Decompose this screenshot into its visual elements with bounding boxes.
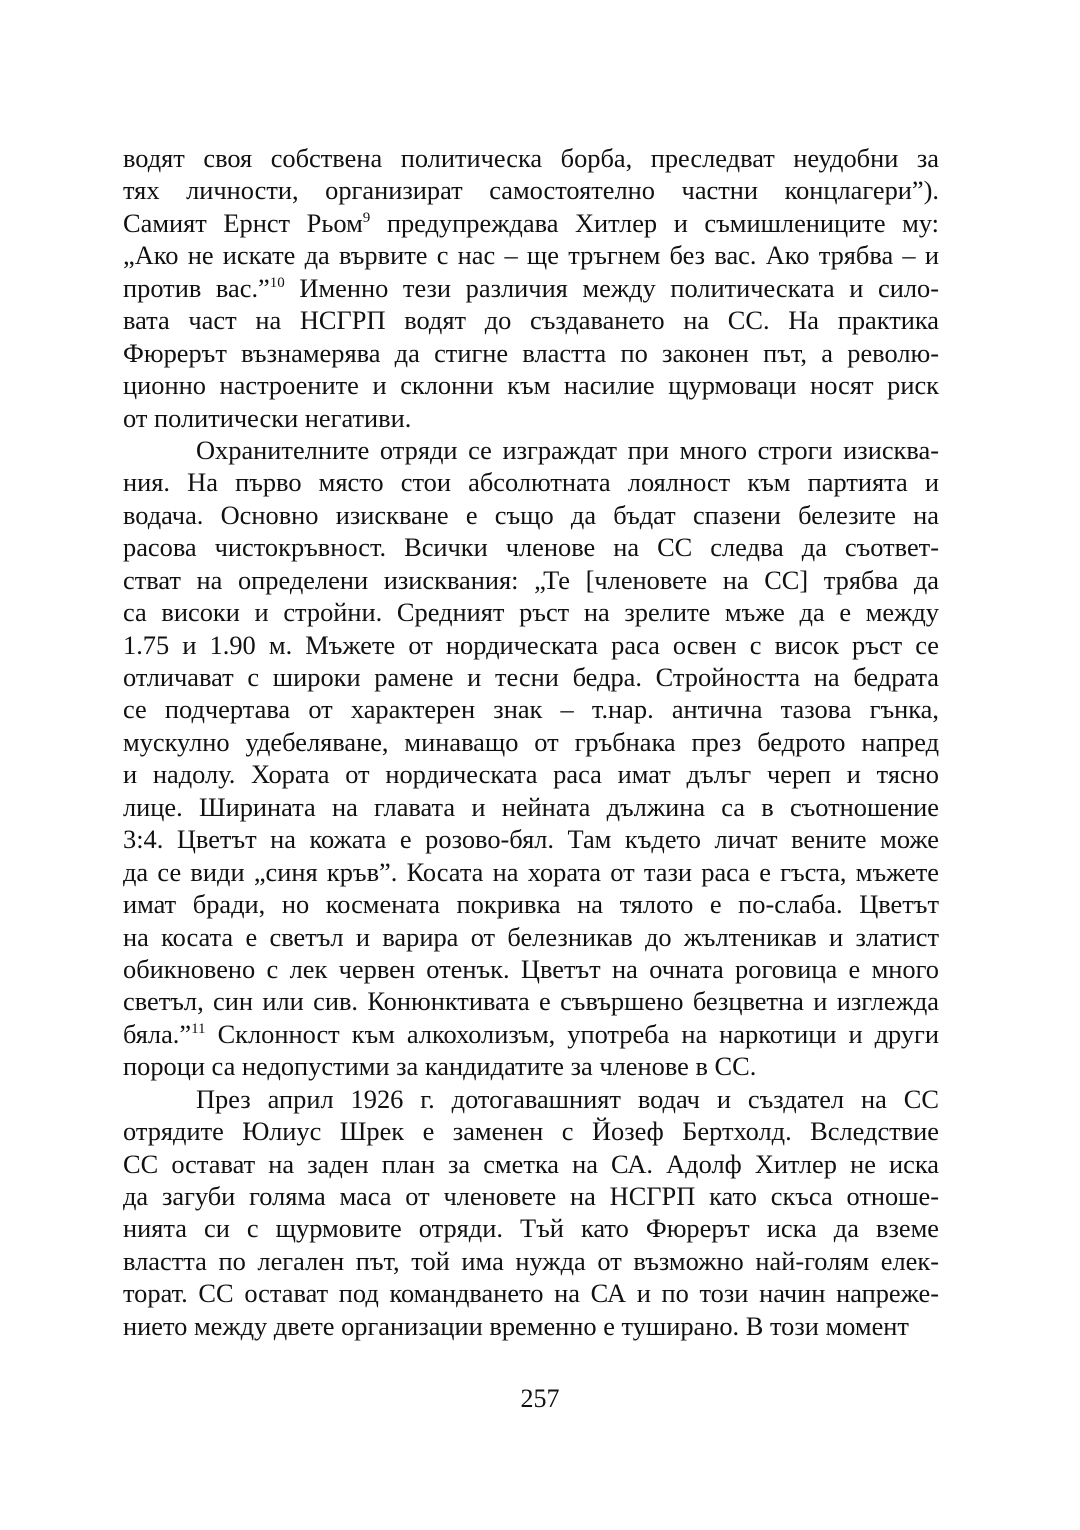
- text-line: [123, 499, 939, 531]
- text-line: [123, 661, 939, 693]
- text-run: бяла.”: [123, 1018, 192, 1049]
- footnote-marker: 9: [362, 209, 371, 226]
- text-line: [123, 272, 939, 304]
- text-line: [123, 758, 939, 790]
- text-run: торат. СС остават под командването на СА и по този начин напреже-: [123, 1278, 939, 1309]
- text-line: [123, 174, 939, 206]
- text-line: [123, 1148, 939, 1180]
- text-run: Склонност към алкохолизъм, употреба на наркотици и други: [205, 1018, 939, 1049]
- text-line: [123, 1018, 939, 1050]
- text-run: нията си с щурмовите отряди. Тъй като Фюрерът иска да вземе: [123, 1213, 939, 1244]
- text-line: [123, 434, 939, 466]
- text-line: [123, 1277, 939, 1309]
- text-run: светъл, син или сив. Конюнктивата е съвършено безцветна и изглежда: [123, 986, 939, 1017]
- text-run: расова чистокръвност. Всички членове на СС следва да съответ-: [123, 532, 939, 563]
- text-line: [123, 369, 939, 401]
- text-run: предупреждава Хитлер и съмишлениците му:: [370, 207, 939, 238]
- text-run: ния. На първо място стои абсолютната лоялност към партията и: [123, 467, 939, 498]
- text-line: [123, 239, 939, 271]
- text-line: [123, 531, 939, 563]
- text-run: стват на определени изисквания: „Те [членовете на СС] трябва да: [123, 564, 939, 595]
- text-line: [123, 596, 939, 628]
- text-line: [123, 629, 939, 661]
- text-line: [123, 564, 939, 596]
- text-line: [123, 402, 939, 434]
- text-run: властта по легален път, той има нужда от възможно най-голям елек-: [123, 1245, 939, 1276]
- text-line: [123, 207, 939, 239]
- text-run: отрядите Юлиус Шрек е заменен с Йозеф Бертхолд. Вследствие: [123, 1116, 939, 1147]
- text-run: лице. Ширината на главата и нейната дължина са в съотношение: [123, 791, 939, 822]
- text-line: [123, 953, 939, 985]
- text-run: са високи и стройни. Средният ръст на зрелите мъже да е между: [123, 597, 939, 628]
- paragraph: [123, 1083, 939, 1343]
- text-line: [123, 823, 939, 855]
- paragraph: [123, 142, 939, 434]
- text-run: вата част на НСГРП водят до създаването на СС. На практика: [123, 305, 939, 336]
- text-run: от политически негативи.: [123, 402, 412, 433]
- text-line: [123, 337, 939, 369]
- text-run: пороци са недопустими за кандидатите за членове в СС.: [123, 1051, 757, 1082]
- text-run: водача. Основно изискване е също да бъдат спазени белезите на: [123, 499, 939, 530]
- text-run: на косата е светъл и варира от белезникав до жълтеникав и златист: [123, 921, 939, 952]
- page-number: 257: [520, 1384, 560, 1413]
- text-line: [123, 856, 939, 888]
- text-run: да се види „синя кръв”. Косата на хората от тази раса е гъста, мъжете: [123, 856, 939, 887]
- text-line: [123, 1050, 939, 1082]
- text-line: [123, 1212, 939, 1244]
- text-line: [123, 1083, 939, 1115]
- text-run: Охранителните отряди се изграждат при много строги изисква-: [196, 434, 939, 465]
- text-line: [123, 726, 939, 758]
- text-run: Именно тези различия между политическата и сило-: [284, 272, 939, 303]
- text-run: Самият Ернст Рьом: [123, 207, 363, 238]
- text-line: [123, 791, 939, 823]
- text-line: [123, 466, 939, 498]
- text-run: и надолу. Хората от нордическата раса имат дълъг череп и тясно: [123, 759, 939, 790]
- text-line: [123, 304, 939, 336]
- text-line: [123, 142, 939, 174]
- footnote-marker: 10: [269, 274, 285, 291]
- text-line: [123, 1245, 939, 1277]
- text-line: [123, 921, 939, 953]
- text-line: [123, 693, 939, 725]
- text-run: се подчертава от характерен знак – т.нар. антична тазова гънка,: [123, 694, 939, 725]
- text-run: отличават с широки рамене и тесни бедра. Стройността на бедрата: [123, 662, 939, 692]
- text-run: нието между двете организации временно е туширано. В този момент: [123, 1310, 909, 1341]
- text-run: През април 1926 г. дотогавашният водач и създател на СС: [196, 1083, 939, 1114]
- text-run: обикновено с лек червен отенък. Цветът на очната роговица е много: [123, 953, 939, 984]
- text-run: тях личности, организират самостоятелно частни концлагери”).: [123, 175, 939, 206]
- text-run: 1.75 и 1.90 м. Мъжете от нордическата раса освен с висок ръст се: [123, 629, 939, 660]
- text-run: да загуби голяма маса от членовете на НСГРП като скъса отноше-: [123, 1181, 939, 1211]
- paragraph: [123, 434, 939, 1083]
- text-run: водят своя собствена политическа борба, преследват неудобни за: [123, 143, 939, 173]
- text-line: [123, 1310, 939, 1342]
- footnote-marker: 11: [191, 1020, 206, 1037]
- text-run: „Ако не искате да вървите с нас – ще тръгнем без вас. Ако трябва – и: [123, 240, 939, 271]
- text-line: [123, 1180, 939, 1212]
- text-run: мускулно удебеляване, минаващо от гръбнака през бедрото напред: [123, 726, 939, 757]
- body-text: [123, 142, 939, 1342]
- text-line: [123, 888, 939, 920]
- text-line: [123, 985, 939, 1017]
- text-run: Фюрерът възнамерява да стигне властта по законен път, а револю-: [123, 337, 939, 368]
- text-run: СС остават на заден план за сметка на СА. Адолф Хитлер не иска: [123, 1148, 939, 1179]
- text-run: имат бради, но космената покривка на тялото е по-слаба. Цветът: [123, 889, 939, 920]
- text-line: [123, 1115, 939, 1147]
- text-run: против вас.”: [123, 272, 270, 303]
- text-run: 3:4. Цветът на кожата е розово-бял. Там където личат вените може: [123, 824, 939, 855]
- text-run: ционно настроените и склонни към насилие щурмоваци носят риск: [123, 370, 939, 401]
